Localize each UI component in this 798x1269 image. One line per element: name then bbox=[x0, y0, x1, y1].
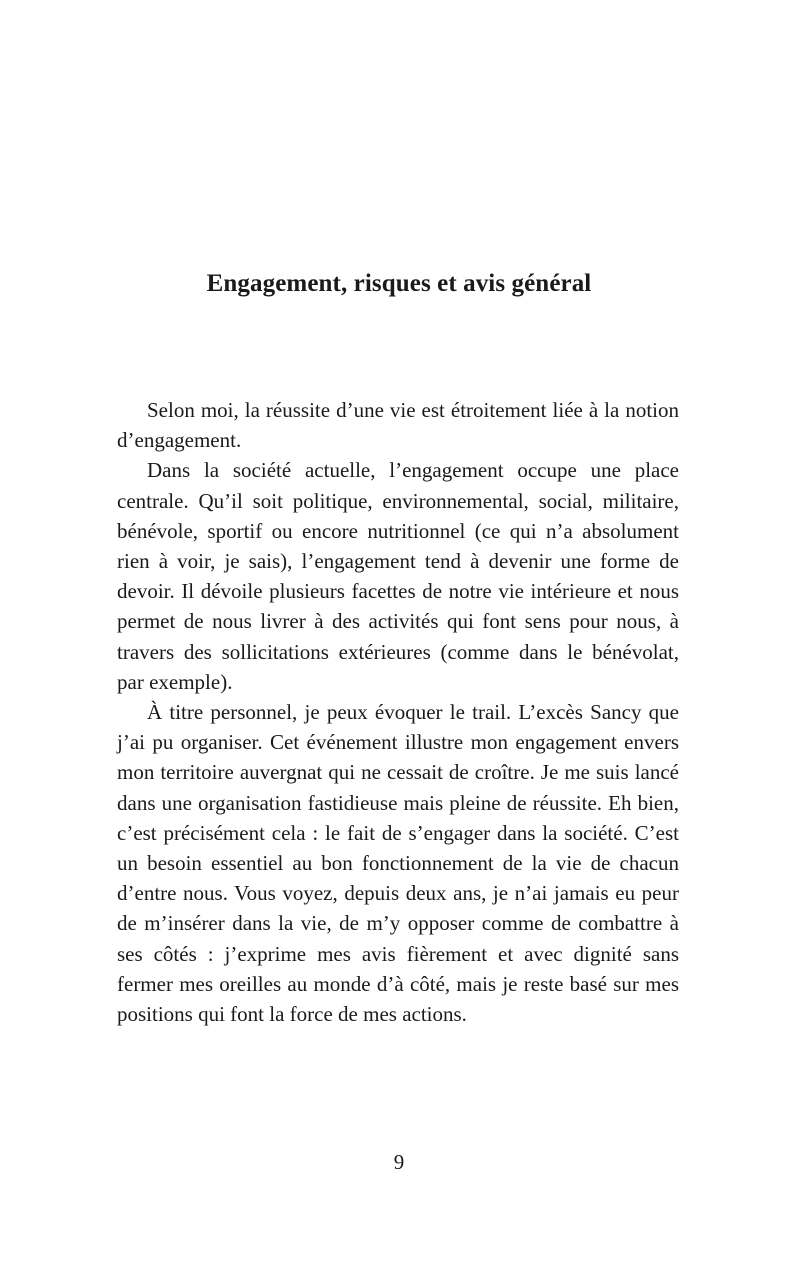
paragraph: Selon moi, la réussite d’une vie est étroitement liée à la notion d’engagement. bbox=[117, 398, 679, 453]
chapter-title: Engagement, risques et avis général bbox=[206, 270, 592, 297]
paragraph: À titre personnel, je peux évoquer le trail. L’excès Sancy que j’ai pu organiser. Cet événement illustre mon engagement envers mon territoire auvergnat qui ne cessait de croître. Je me suis lancé dans une organisation fastidieuse mais pleine de réussite. Eh bien, c’est précisément cela : le fait de s’engager dans la société. C’est un besoin essentiel au bon fonctionnement de la vie de chacun d’entre nous. Vous voyez, depuis deux ans, je n’ai jamais eu peur de m’insérer dans la vie, de m’y opposer comme de combattre à ses côtés : j’exprime mes avis fièrement et avec dignité sans fermer mes oreilles au monde d’à côté, mais je reste basé sur mes positions qui font la force de mes actions. bbox=[117, 700, 679, 1027]
body-text bbox=[117, 395, 679, 1029]
paragraph: Dans la société actuelle, l’engagement occupe une place centrale. Qu’il soit politique, environnemental, social, militaire, bénévole, sportif ou encore nutritionnel (ce qui n’a absolument rien à voir, je sais), l’engagement tend à devenir une forme de devoir. Il dévoile plusieurs facettes de notre vie intérieure et nous permet de nous livrer à des activités qui font sens pour nous, à travers des sollicitations extérieures (comme dans le bénévolat, par exemple). bbox=[117, 458, 679, 694]
page-number: 9 bbox=[393, 1150, 405, 1174]
